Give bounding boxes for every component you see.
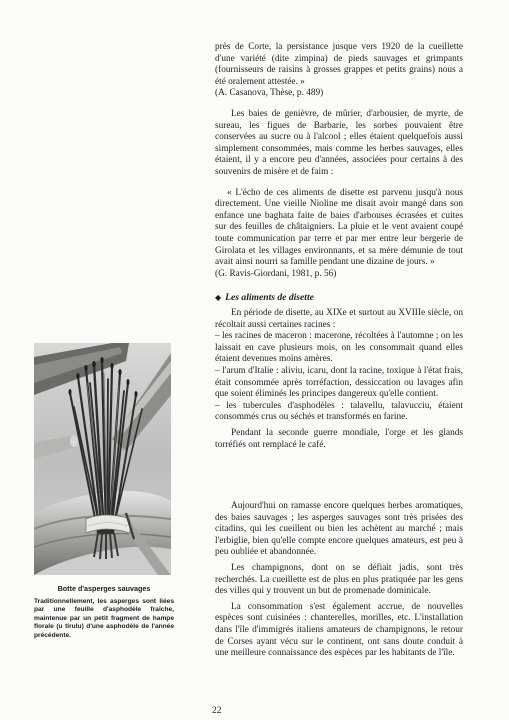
- citation-ravis-giordani: (G. Ravis-Giordani, 1981, p. 56): [215, 268, 337, 279]
- list-item-asphodele: – les tubercules d'asphodèles : talavellu, talavucciu, étaient consommés crus ou séchés et transformés en farine.: [215, 400, 463, 423]
- citation-casanova: (A. Casanova, Thèse, p. 489): [215, 88, 324, 99]
- list-item-maceron: – les racines de maceron : macerone, récoltées à l'automne ; on les laissait en cave plusieurs mois, on les consommait quand elles étaient devenues moins amères.: [215, 331, 463, 365]
- photo-caption-body: Traditionnellement, les asperges sont liées par une feuille d'asphodèle fraîche, maintenue par un petit fragment de hampe florale (u tirulu) d'une asphodèle de l'année précédente.: [34, 598, 174, 639]
- top-text-column: [215, 42, 463, 280]
- bottom-text-column: [215, 501, 463, 660]
- asparagus-photo: [34, 343, 171, 575]
- mushrooms-paragraph: Les champignons, dont on se défiait jadis, sont très recherchés. La cueillette est de plus en plus pratiquée par les gens des villes qui y trouvent un but de promenade dominicale.: [215, 562, 463, 597]
- photo-caption-title: Botte d'asperges sauvages: [57, 584, 151, 593]
- section-heading-text: Les aliments de disette: [225, 292, 314, 303]
- ravis-giordani-quote: « L'écho de ces aliments de disette est parvenu jusqu'à nous directement. Une vieille Nioline me disait avoir mangé dans son enfance une baghata faite de baies d'arbouses écrasées et cuites sur des feuilles de châtaigniers. La pluie et le vent avaient coupé toute communication par terre et par mer entre leur bergerie de Girolata et les villages environnants, et sa mère démunie de tout avait ainsi nourri sa famille pendant une dizaine de jours. »: [215, 187, 463, 268]
- famine-roots-intro: En période de disette, au XIXe et surtout au XVIIIe siècle, on récoltait aussi certaines racines :: [215, 308, 463, 330]
- quote-continuation: près de Corte, la persistance jusque vers 1920 de la cueillette d'une variété (dite zimpina) de pieds sauvages et grimpants (fournisseurs de raisins à grosses grappes et petits grains) nous a été oralement attestée. »: [215, 42, 463, 87]
- diamond-bullet-icon: ◆: [215, 293, 222, 302]
- page-number: 22: [212, 706, 222, 716]
- berries-paragraph: Les baies de genièvre, de mûrier, d'arbousier, de myrte, de sureau, les figues de Barbarie, les sorbes pouvaient être conservées au sucre ou à l'alcool ; elles étaient quelquefois aussi simplement consommées, mais comme les herbes sauvages, elles étaient, il y a encore peu d'années, associées pour certains à des souvenirs de misère et de faim :: [215, 108, 463, 177]
- war-coffee-paragraph: Pendant la seconde guerre mondiale, l'orge et les glands torréfiés ont remplacé le café.: [215, 427, 463, 450]
- asparagus-bundle-illustration: [34, 343, 171, 575]
- section-heading: [215, 292, 463, 303]
- list-item-arum: – l'arum d'Italie : aliviu, icaru, dont la racine, toxique à l'état frais, était consommée après torréfaction, dessiccation ou lavages afin que soient éliminés les principes dangereux qu'elle contient.: [215, 365, 463, 400]
- consumption-paragraph: La consommation s'est également accrue, de nouvelles espèces sont cuisinées : chanterelles, morilles, etc. L'installation dans l'île d'immigrés italiens amateurs de champignons, le retour de Corses ayant vécu sur le continent, ont sans doute conduit à une meilleure connaissance des espèces par les habitants de l'île.: [215, 601, 463, 659]
- today-herbs-paragraph: Aujourd'hui on ramasse encore quelques herbes aromatiques, des baies sauvages ; les asperges sauvages sont très prisées des citadins, qui les cueillent ou bien les achètent au marché ; mais l'erbiglie, bien qu'elle compte encore quelques amateurs, est peu à peu oubliée et abandonnée.: [215, 501, 463, 558]
- middle-text-column: [215, 308, 463, 451]
